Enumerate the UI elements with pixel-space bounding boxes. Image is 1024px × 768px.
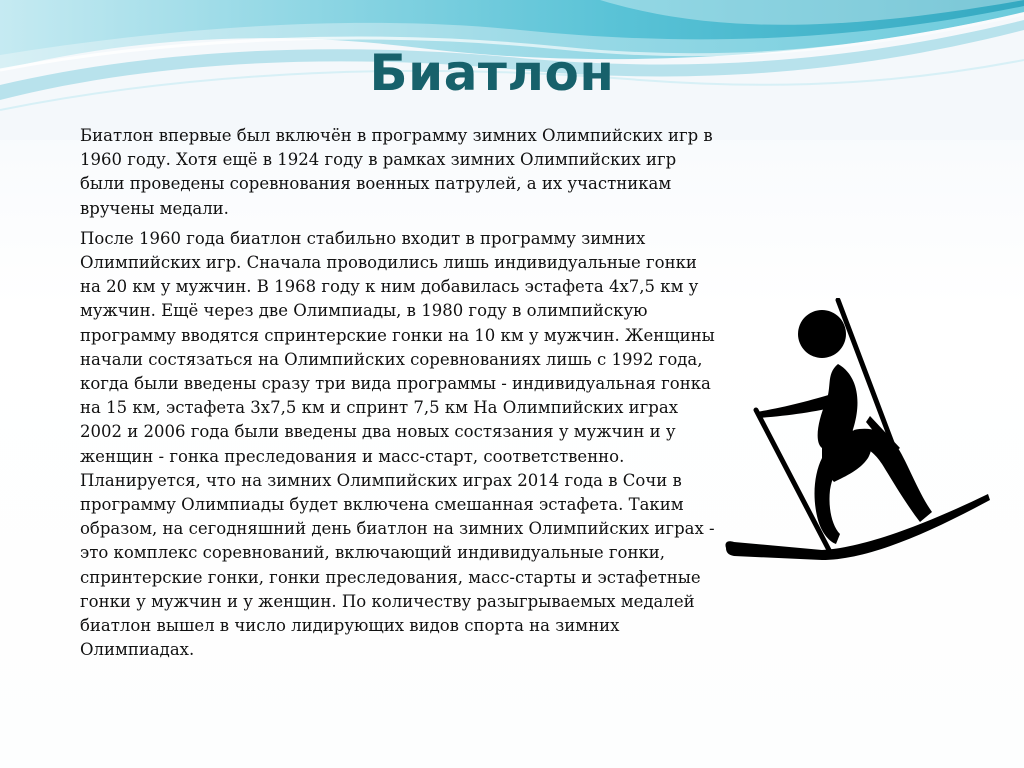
paragraph-history: Биатлон впервые был включён в программу зимних Олимпийских игр в 1960 году. Хотя ещё в 1924 году в рамках зимних Олимпийских игр были проведены соревнования военных патрулей, а их участникам вручены медали. <box>80 126 713 218</box>
slide-title: Биатлон <box>369 44 615 102</box>
body-text <box>80 124 720 668</box>
biathlon-skier-pictogram-icon <box>722 298 992 560</box>
paragraph-program: После 1960 года биатлон стабильно входит в программу зимних Олимпийских игр. Сначала проводились лишь индивидуальные гонки на 20 км у мужчин. В 1968 году к ним добавилась эстафета 4х7,5 км у мужчин. Ещё через две Олимпиады, в 1980 году в олимпийскую программу вводятся спринтерские гонки на 10 км у мужчин. Женщины начали состязаться на Олимпийских соревнованиях лишь с 1992 года, когда были введены сразу три вида программы - индивидуальная гонка на 15 км, эстафета 3х7,5 км и спринт 7,5 км На Олимпийских играх 2002 и 2006 года были введены два новых состязания у мужчин и у женщин - гонка преследования и масс-старт, соответственно. Планируется, что на зимних Олимпийских играх 2014 года в Сочи в программу Олимпиады будет включена смешанная эстафета. Таким образом, на сегодняшний день биатлон на зимних Олимпийских играх - это комплекс соревнований, включающий индивидуальные гонки, спринтерские гонки, гонки преследования, масс-старты и эстафетные гонки у мужчин и у женщин. По количеству разыгрываемых медалей биатлон вышел в число лидирующих видов спорта на зимних Олимпиадах. <box>80 228 715 660</box>
